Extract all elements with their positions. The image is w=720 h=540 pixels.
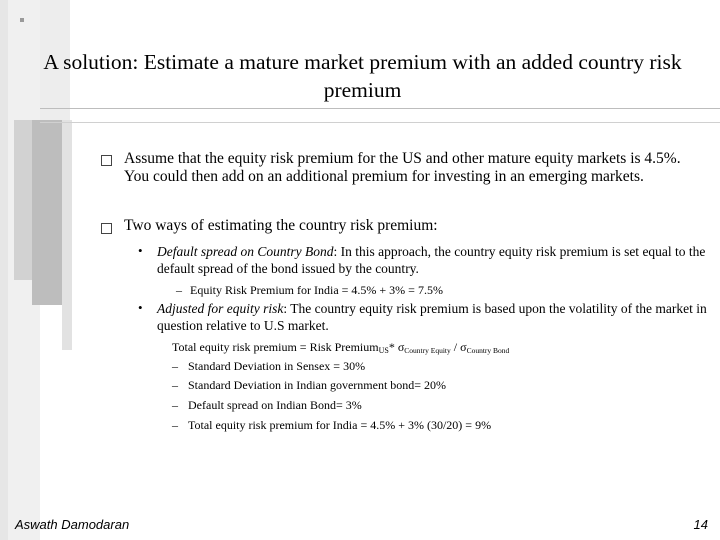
square-bullet-icon (101, 155, 112, 166)
square-bullet-icon (101, 223, 112, 234)
sub-bullet-2-label: Adjusted for equity risk (157, 301, 284, 316)
title-divider (40, 108, 720, 109)
dash-item: Standard Deviation in Sensex = 30% (188, 359, 366, 373)
decor-bar-inner (62, 120, 72, 350)
formula-line (172, 339, 509, 359)
sub-bullet-1-label: Default spread on Country Bond (157, 244, 334, 259)
dash-item: Default spread on Indian Bond= 3% (188, 398, 362, 412)
slide-title: A solution: Estimate a mature market premium with an added country risk premium (43, 50, 682, 102)
dash-icon: – (172, 359, 178, 373)
dot-bullet-icon: • (138, 243, 143, 258)
sub-bullet-1 (157, 243, 707, 277)
sub-bullet-2 (157, 300, 707, 334)
decor-mark (20, 18, 24, 22)
page-number: 14 (693, 517, 708, 532)
sub-bullet-2-text: : The country equity risk premium is based upon the volatility of the market in question relative to U.S market. (157, 301, 707, 333)
formula-sub-country-equity: Country Equity (404, 346, 451, 355)
title-divider-secondary (40, 122, 720, 123)
decor-bar-edge (0, 0, 8, 540)
sub-bullet-1-detail: Equity Risk Premium for India = 4.5% + 3% = 7.5% (190, 283, 443, 297)
dot-bullet-icon: • (138, 300, 143, 315)
formula-sub-country-bond: Country Bond (466, 346, 510, 355)
footer-author: Aswath Damodaran (15, 517, 130, 532)
formula-star: * σ (388, 340, 405, 354)
decor-bar-dark (32, 120, 62, 305)
bullet-text-1: Assume that the equity risk premium for the US and other mature equity markets is 4.5%. You could then add on an additional premium for investing in an emerging markets. (124, 150, 681, 185)
dash-item: Standard Deviation in Indian government bond= 20% (188, 378, 447, 392)
dash-icon: – (176, 283, 182, 297)
decor-bar-mid (14, 120, 32, 280)
formula-slash: / σ (450, 340, 467, 354)
dash-icon: – (172, 398, 178, 412)
formula-sub-us: US (378, 346, 389, 355)
dash-icon: – (172, 378, 178, 392)
dash-icon: – (172, 418, 178, 432)
formula-lead: Total equity risk premium = Risk Premium (172, 340, 379, 354)
sub-bullet-1-text: : In this approach, the country equity risk premium is set equal to the default spread of the bond issued by the country. (157, 244, 706, 276)
bullet-text-2: Two ways of estimating the country risk premium: (124, 217, 438, 234)
dash-item: Total equity risk premium for India = 4.5% + 3% (30/20) = 9% (188, 418, 492, 432)
